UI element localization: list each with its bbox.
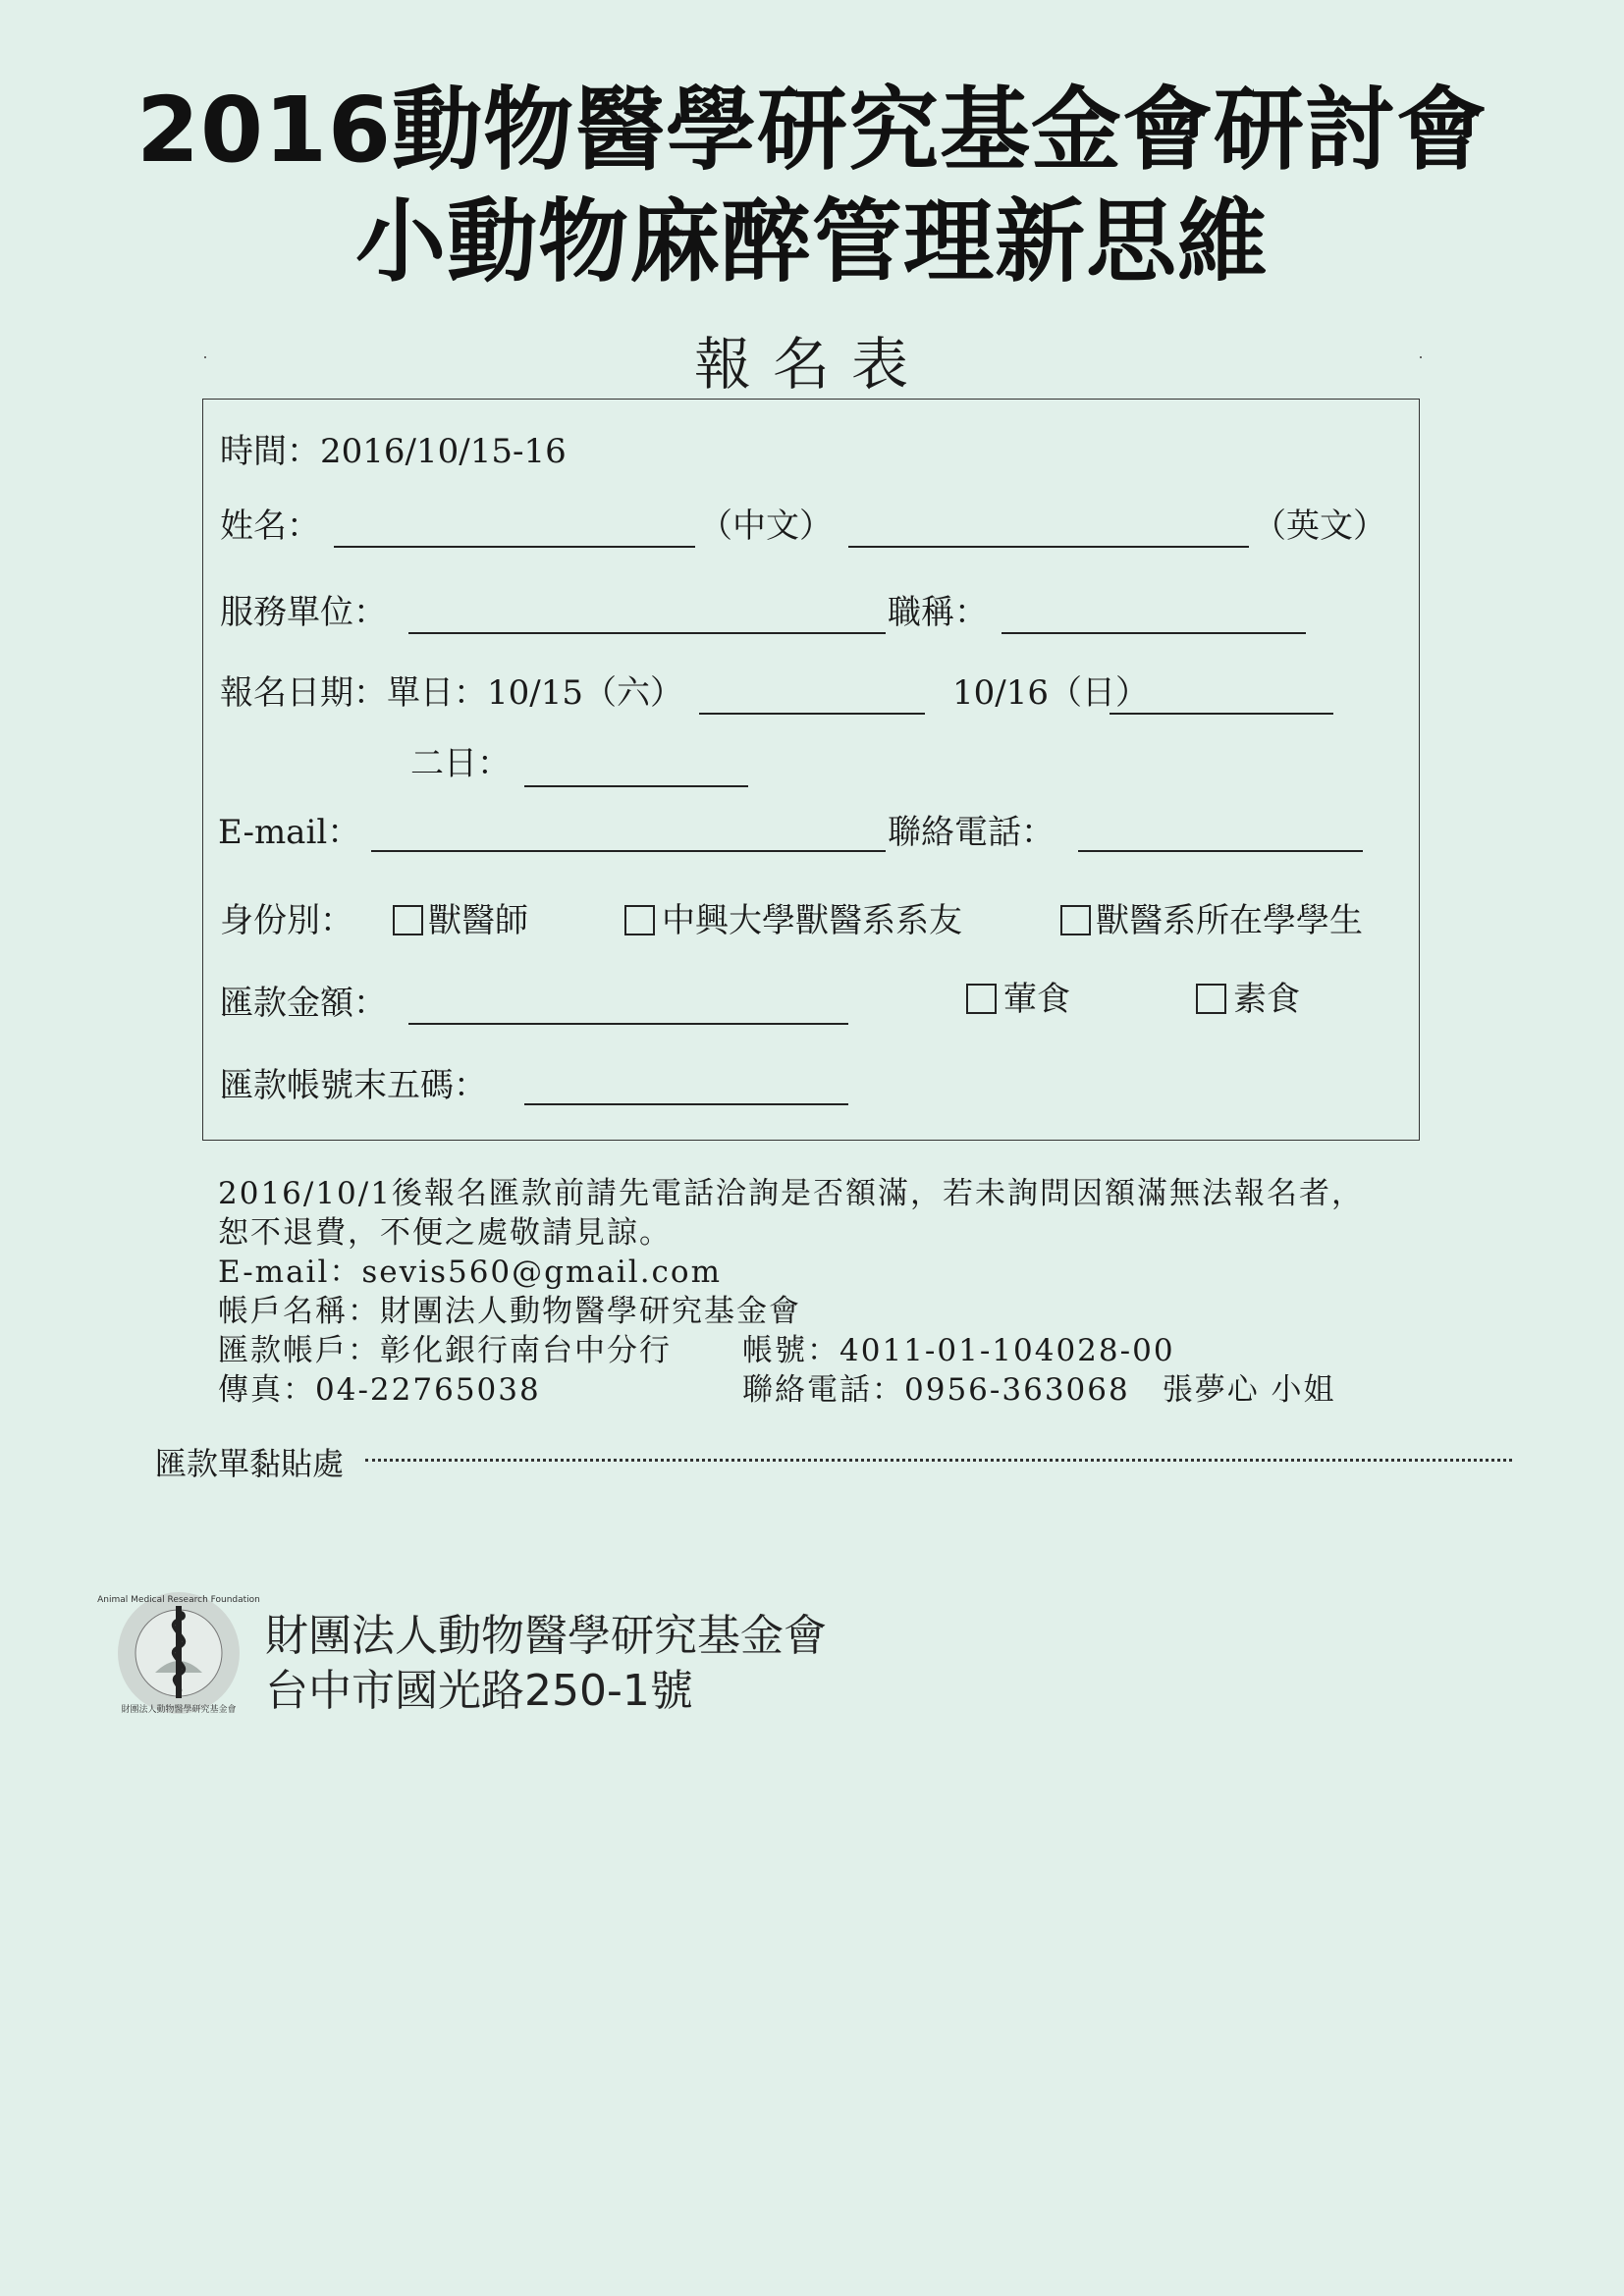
name-english-field[interactable]	[848, 546, 1249, 548]
identity-alumni-checkbox[interactable]	[624, 905, 655, 935]
form-title: 報名表	[693, 331, 930, 398]
note-line-1: 2016/10/1後報名匯款前請先電話洽詢是否額滿，若未詢問因額滿無法報名者，	[218, 1176, 1364, 1211]
account-name: 帳戶名稱：財團法人動物醫學研究基金會	[218, 1294, 801, 1329]
identity-vet-checkbox[interactable]	[393, 905, 423, 935]
note-line-2: 恕不退費，不便之處敬請見諒。	[218, 1215, 672, 1251]
meal-meat-checkbox[interactable]	[966, 984, 997, 1014]
divider-dot-right	[1420, 356, 1422, 358]
identity-label: 身份別：	[220, 901, 353, 940]
time-label: 時間：2016/10/15-16	[220, 432, 567, 471]
bank-account: 匯款帳戶：彰化銀行南台中分行	[218, 1333, 672, 1368]
org-field[interactable]	[408, 632, 886, 634]
divider-dot-left	[204, 356, 206, 358]
contact-email: E-mail：sevis560@gmail.com	[218, 1255, 722, 1290]
remittance-paste-label: 匯款單黏貼處	[155, 1445, 345, 1482]
contact-phone: 聯絡電話：0956-363068 張夢心 小姐	[742, 1372, 1336, 1408]
identity-student-checkbox[interactable]	[1060, 905, 1091, 935]
account-tail-label: 匯款帳號末五碼：	[220, 1066, 487, 1105]
paste-dotted-line	[365, 1459, 1512, 1462]
identity-alumni-label: 中興大學獸醫系系友	[662, 901, 962, 940]
date2-label: 10/16（日）	[952, 673, 1149, 713]
chinese-label: （中文）	[699, 507, 833, 546]
event-subtitle: 小動物麻醉管理新思維	[354, 189, 1269, 294]
date-1015-field[interactable]	[699, 713, 925, 715]
meal-meat-label: 葷食	[1003, 980, 1070, 1019]
identity-student-label: 獸醫系所在學學生	[1096, 901, 1363, 940]
footer-address: 台中市國光路250-1號	[265, 1666, 693, 1716]
email-label: E-mail：	[218, 813, 361, 852]
amount-field[interactable]	[408, 1023, 848, 1025]
footer-org-name: 財團法人動物醫學研究基金會	[265, 1611, 827, 1661]
logo-text-bottom: 財團法人動物醫學研究基金會	[121, 1705, 237, 1715]
name-label: 姓名：	[220, 507, 320, 546]
job-title-label: 職稱：	[888, 593, 988, 632]
logo-text-top: Animal Medical Research Foundation	[97, 1595, 260, 1605]
account-number: 帳號：4011-01-104028-00	[742, 1333, 1175, 1368]
foundation-logo	[97, 1590, 260, 1716]
org-label: 服務單位：	[220, 593, 387, 632]
amount-label: 匯款金額：	[220, 984, 387, 1023]
job-title-field[interactable]	[1001, 632, 1306, 634]
phone-field[interactable]	[1078, 850, 1363, 852]
date-label: 報名日期：單日：10/15（六）	[220, 673, 683, 713]
twoday-label: 二日：	[410, 744, 511, 783]
name-chinese-field[interactable]	[334, 546, 695, 548]
date-1016-field[interactable]	[1110, 713, 1333, 715]
fax-number: 傳真：04-22765038	[218, 1372, 541, 1408]
meal-veg-checkbox[interactable]	[1196, 984, 1226, 1014]
phone-label: 聯絡電話：	[888, 813, 1055, 852]
meal-veg-label: 素食	[1233, 980, 1300, 1019]
event-title: 2016動物醫學研究基金會研討會	[135, 78, 1489, 183]
english-label: （英文）	[1253, 507, 1386, 546]
twoday-field[interactable]	[524, 785, 748, 787]
identity-vet-label: 獸醫師	[428, 901, 528, 940]
email-field[interactable]	[371, 850, 886, 852]
account-tail-field[interactable]	[524, 1103, 848, 1105]
